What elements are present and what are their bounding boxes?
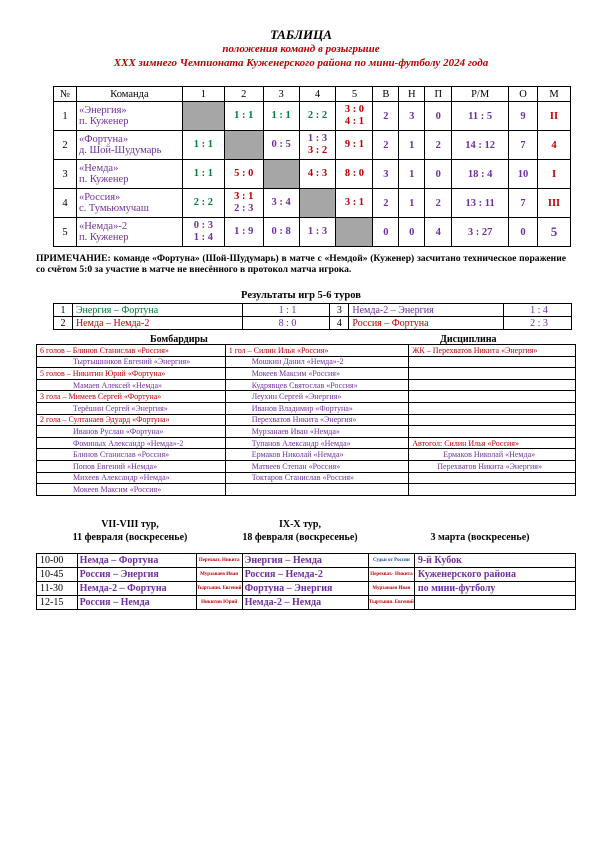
discipline-cell: Автогол: Силин Илья «Россия» xyxy=(409,437,576,449)
standings-row xyxy=(54,102,571,131)
result-score: 2 : 2 xyxy=(307,110,328,121)
match-result xyxy=(224,218,263,247)
result-number: 2 xyxy=(54,317,73,330)
result-score: 1 : 1 xyxy=(271,110,291,121)
match-tour78: Россия – Энергия xyxy=(77,568,196,582)
note-label: ПРИМЕЧАНИЕ: xyxy=(36,253,111,264)
scorer-cell: Мамаев Алексей «Немда» xyxy=(37,379,226,391)
team-name xyxy=(76,131,182,160)
result-score: 3 : 1 xyxy=(344,197,365,208)
result-score: 8 : 0 xyxy=(242,317,330,330)
self-cell xyxy=(299,189,336,218)
match-tour910: Энергия – Немда xyxy=(242,554,368,568)
result-score: 4 : 3 xyxy=(307,168,328,179)
team-name xyxy=(76,189,182,218)
stat-pts: 9 xyxy=(509,102,538,131)
page-title: ТАБЛИЦА xyxy=(270,27,332,42)
results-table xyxy=(53,303,572,330)
standings-col-header: Н xyxy=(399,87,425,102)
scorer-cell: Матвеев Степан «Россия» xyxy=(225,460,409,472)
match-tour910: Фортуна – Энергия xyxy=(242,582,368,596)
discipline-cell xyxy=(409,472,576,484)
stat-gd: 11 : 5 xyxy=(452,102,509,131)
stat-w: 2 xyxy=(373,189,399,218)
result-score: 2 : 3 xyxy=(504,317,572,330)
referee-tour78: Никитин Юрий xyxy=(196,596,242,610)
scorer-cell: 2 гола – Султанаев Эдуард «Фортуна» xyxy=(37,414,226,426)
scorers-row xyxy=(37,484,576,496)
match-result xyxy=(182,218,224,247)
match-tour910: Россия – Немда-2 xyxy=(242,568,368,582)
result-number: 4 xyxy=(330,317,349,330)
scorers-row xyxy=(37,368,576,380)
team-town: п. Куженер xyxy=(78,232,129,243)
stat-l: 4 xyxy=(425,218,452,247)
discipline-cell: Ермаков Николай «Немда» xyxy=(409,449,576,461)
results-row xyxy=(54,317,572,330)
match-result xyxy=(182,189,224,218)
stat-pts: 7 xyxy=(509,189,538,218)
result-score: 9 : 1 xyxy=(344,139,365,150)
match-time: 11-30 xyxy=(37,582,78,596)
cup-text xyxy=(414,596,575,610)
schedule-row xyxy=(37,554,576,568)
stat-gd: 14 : 12 xyxy=(452,131,509,160)
match-result xyxy=(224,102,263,131)
match-tour78: Немда – Фортуна xyxy=(77,554,196,568)
tour78-date: 11 февраля (воскресенье) xyxy=(72,532,188,543)
standings-row xyxy=(54,131,571,160)
team-place: 4 xyxy=(538,131,571,160)
match-result xyxy=(263,218,299,247)
match-tour78: Немда-2 – Фортуна xyxy=(77,582,196,596)
standings-header-row xyxy=(54,87,571,102)
subtitle-line2: XXX зимнего Чемпионата Куженерского района по мини-футболу 2024 года xyxy=(113,57,489,69)
stat-l: 2 xyxy=(425,131,452,160)
discipline-cell: Перехватов Никита «Энергия» xyxy=(409,460,576,472)
scorer-cell: 3 гола – Мимеев Сергей «Фортуна» xyxy=(37,391,226,403)
scorer-cell: Иванов Руслан «Фортуна» xyxy=(37,426,226,438)
result-score: 1 : 3 xyxy=(307,226,328,237)
stat-l: 0 xyxy=(425,102,452,131)
match-result xyxy=(299,160,336,189)
result-score: 5 : 0 xyxy=(234,168,254,179)
team-town: с. Тумьюмучаш xyxy=(78,203,149,214)
stat-w: 3 xyxy=(373,160,399,189)
cup-text: по мини-футболу xyxy=(414,582,575,596)
stat-gd: 13 : 11 xyxy=(452,189,509,218)
match-result xyxy=(263,189,299,218)
standings-col-header: П xyxy=(425,87,452,102)
match-tour910: Немда-2 – Немда xyxy=(242,596,368,610)
match-result xyxy=(336,189,373,218)
result-score: 3 : 4 xyxy=(271,197,291,208)
match-time: 12-15 xyxy=(37,596,78,610)
result-score: 1 : 1 xyxy=(234,110,254,121)
standings-col-header: 2 xyxy=(224,87,263,102)
referee-tour78: Перехват. Никита xyxy=(196,554,242,568)
standings-col-header: В xyxy=(373,87,399,102)
tour78-label: VII-VIII тур, xyxy=(101,519,159,530)
match-result xyxy=(336,160,373,189)
result-score: 4 : 1 xyxy=(344,116,365,127)
scorers-row xyxy=(37,345,576,357)
self-cell xyxy=(336,218,373,247)
scorers-row xyxy=(37,356,576,368)
team-number: 1 xyxy=(54,102,77,131)
standings-table xyxy=(53,86,571,247)
scorer-cell: Фоминых Александр «Немда»-2 xyxy=(37,437,226,449)
result-match: Россия – Фортуна xyxy=(349,317,504,330)
scorers-title: Бомбардиры xyxy=(150,334,208,345)
scorer-cell: 5 голов – Никитин Юрий «Фортуна» xyxy=(37,368,226,380)
result-match: Энергия – Фортуна xyxy=(72,304,242,317)
scorers-row xyxy=(37,449,576,461)
result-score: 3 : 0 xyxy=(344,104,365,115)
discipline-cell xyxy=(409,426,576,438)
match-result xyxy=(299,218,336,247)
referee-tour78: Тыртышн. Евгений xyxy=(196,582,242,596)
result-score: 3 : 1 xyxy=(234,191,254,202)
scorer-cell: Ермаков Николай «Немда» xyxy=(225,449,409,461)
tour910-label: IX-X тур, xyxy=(278,519,321,530)
scorer-cell: Тупанов Александр «Немда» xyxy=(225,437,409,449)
result-score: 1 : 4 xyxy=(504,304,572,317)
result-score: 1 : 1 xyxy=(193,139,213,150)
results-title: Результаты игр 5-6 туров xyxy=(241,290,361,301)
scorer-cell: 1 гол – Силин Илья «Россия» xyxy=(225,345,409,357)
scorer-cell: Блинов Станислав «Россия» xyxy=(37,449,226,461)
team-town: п. Куженер xyxy=(78,116,129,127)
schedule-table xyxy=(36,553,576,610)
team-name xyxy=(76,218,182,247)
referee-tour78: Мурзанаев Иван xyxy=(196,568,242,582)
stat-d: 0 xyxy=(399,218,425,247)
referee-tour910: Мурзанаев Иван xyxy=(369,582,415,596)
result-score: 0 : 3 xyxy=(193,220,213,231)
stat-gd: 3 : 27 xyxy=(452,218,509,247)
scorer-cell: Михеев Александр «Немда» xyxy=(37,472,226,484)
team-place: III xyxy=(538,189,571,218)
scorers-row xyxy=(37,426,576,438)
discipline-cell xyxy=(409,402,576,414)
note xyxy=(36,253,566,275)
cup-text: 9-й Кубок xyxy=(414,554,575,568)
stat-gd: 18 : 4 xyxy=(452,160,509,189)
subtitle-line1: положения команд в розыгрыше xyxy=(222,43,380,55)
standings-col-header: М xyxy=(538,87,571,102)
result-score: 1 : 1 xyxy=(193,168,213,179)
discipline-cell xyxy=(409,368,576,380)
cup-text: Куженерского района xyxy=(414,568,575,582)
match-result xyxy=(336,131,373,160)
team-number: 2 xyxy=(54,131,77,160)
result-score: 1 : 1 xyxy=(242,304,330,317)
result-score: 2 : 3 xyxy=(234,203,254,214)
standings-col-header: Р/М xyxy=(452,87,509,102)
scorers-row xyxy=(37,414,576,426)
match-time: 10-45 xyxy=(37,568,78,582)
discipline-cell: ЖК – Перехватов Никита «Энергия» xyxy=(409,345,576,357)
scorers-row xyxy=(37,379,576,391)
note-text: команде «Фортуна» (Шой-Шудумарь) в матче с «Немдой» (Куженер) засчитано техническое поражение со счётом 5:0 за участие в матче не внесённого в протокол матча игрока. xyxy=(36,253,566,275)
scorers-row xyxy=(37,437,576,449)
stat-d: 3 xyxy=(399,102,425,131)
team-club: «Немда»-2 xyxy=(78,221,128,232)
standings-col-header: Команда xyxy=(76,87,182,102)
scorer-cell: Тыртышников Евгений «Энергия» xyxy=(37,356,226,368)
self-cell xyxy=(182,102,224,131)
stat-pts: 7 xyxy=(509,131,538,160)
team-name xyxy=(76,102,182,131)
referee-tour910: Перехват.- Никита xyxy=(369,568,415,582)
team-club: «Фортуна» xyxy=(78,134,129,145)
result-score: 1 : 9 xyxy=(234,226,254,237)
team-place: II xyxy=(538,102,571,131)
result-score: 2 : 2 xyxy=(193,197,213,208)
schedule-row xyxy=(37,582,576,596)
match-result xyxy=(263,131,299,160)
standings-row xyxy=(54,189,571,218)
discipline-cell xyxy=(409,379,576,391)
scorers-row xyxy=(37,460,576,472)
scorers-table xyxy=(36,344,576,496)
result-score: 0 : 8 xyxy=(271,226,291,237)
scorers-row xyxy=(37,391,576,403)
schedule-row xyxy=(37,596,576,610)
stat-d: 1 xyxy=(399,131,425,160)
result-number: 1 xyxy=(54,304,73,317)
match-result xyxy=(224,160,263,189)
discipline-cell xyxy=(409,356,576,368)
referee-tour910: Тыртышн. Евгений xyxy=(369,596,415,610)
team-number: 3 xyxy=(54,160,77,189)
team-town: д. Шой-Шудумарь xyxy=(78,145,162,156)
discipline-cell xyxy=(409,391,576,403)
team-town: п. Куженер xyxy=(78,174,129,185)
schedule-row xyxy=(37,568,576,582)
scorer-cell: 6 голов – Блинов Станислав «Россия» xyxy=(37,345,226,357)
stat-d: 1 xyxy=(399,189,425,218)
team-number: 5 xyxy=(54,218,77,247)
match-result xyxy=(299,131,336,160)
scorer-cell: Мокеев Максим «Россия» xyxy=(37,484,226,496)
match-result xyxy=(336,102,373,131)
result-match: Немда-2 – Энергия xyxy=(349,304,504,317)
standings-col-header: 4 xyxy=(299,87,336,102)
tour910-date: 18 февраля (воскресенье) xyxy=(242,532,358,543)
scorers-row xyxy=(37,472,576,484)
match-result xyxy=(224,189,263,218)
scorer-cell: Перехватов Никита «Энергия» xyxy=(225,414,409,426)
team-club: «Энергия» xyxy=(78,105,127,116)
discipline-cell xyxy=(409,414,576,426)
stat-d: 1 xyxy=(399,160,425,189)
standings-col-header: О xyxy=(509,87,538,102)
standings-col-header: 1 xyxy=(182,87,224,102)
scorer-cell: Мокеев Максим «Россия» xyxy=(225,368,409,380)
result-score: 1 : 3 xyxy=(307,133,328,144)
discipline-title: Дисциплина xyxy=(440,334,497,345)
scorer-cell: Леухин Сергей «Энергия» xyxy=(225,391,409,403)
result-score: 3 : 2 xyxy=(307,145,328,156)
scorer-cell xyxy=(225,484,409,496)
self-cell xyxy=(224,131,263,160)
standings-col-header: 5 xyxy=(336,87,373,102)
result-score: 0 : 5 xyxy=(271,139,291,150)
stat-w: 2 xyxy=(373,102,399,131)
team-number: 4 xyxy=(54,189,77,218)
scorers-row xyxy=(37,402,576,414)
result-match: Немда – Немда-2 xyxy=(72,317,242,330)
results-row xyxy=(54,304,572,317)
scorer-cell: Иванов Владимир «Фортуна» xyxy=(225,402,409,414)
team-place: I xyxy=(538,160,571,189)
stat-w: 2 xyxy=(373,131,399,160)
result-score: 8 : 0 xyxy=(344,168,365,179)
cup-date: 3 марта (воскресенье) xyxy=(430,532,530,543)
scorer-cell: Токтаров Станислав «Россия» xyxy=(225,472,409,484)
scorer-cell: Попов Евгений «Немда» xyxy=(37,460,226,472)
scorer-cell: Терёшин Сергей «Энергия» xyxy=(37,402,226,414)
standings-col-header: № xyxy=(54,87,77,102)
self-cell xyxy=(263,160,299,189)
stat-l: 0 xyxy=(425,160,452,189)
match-tour78: Россия – Немда xyxy=(77,596,196,610)
match-result xyxy=(299,102,336,131)
scorer-cell: Мурзанаев Иван «Немда» xyxy=(225,426,409,438)
referee-tour910: Судьи от России xyxy=(369,554,415,568)
match-result xyxy=(182,131,224,160)
match-result xyxy=(263,102,299,131)
stat-pts: 10 xyxy=(509,160,538,189)
standings-row xyxy=(54,218,571,247)
team-place: 5 xyxy=(538,218,571,247)
team-club: «Россия» xyxy=(78,192,121,203)
stat-pts: 0 xyxy=(509,218,538,247)
scorer-cell: Кудрявцев Святослав «Россия» xyxy=(225,379,409,391)
standings-row xyxy=(54,160,571,189)
result-number: 3 xyxy=(330,304,349,317)
match-time: 10-00 xyxy=(37,554,78,568)
match-result xyxy=(182,160,224,189)
standings-col-header: 3 xyxy=(263,87,299,102)
result-score: 1 : 4 xyxy=(193,232,213,243)
team-name xyxy=(76,160,182,189)
stat-w: 0 xyxy=(373,218,399,247)
team-club: «Немда» xyxy=(78,163,119,174)
discipline-cell xyxy=(409,484,576,496)
scorer-cell: Мошкин Данил «Немда»-2 xyxy=(225,356,409,368)
stat-l: 2 xyxy=(425,189,452,218)
